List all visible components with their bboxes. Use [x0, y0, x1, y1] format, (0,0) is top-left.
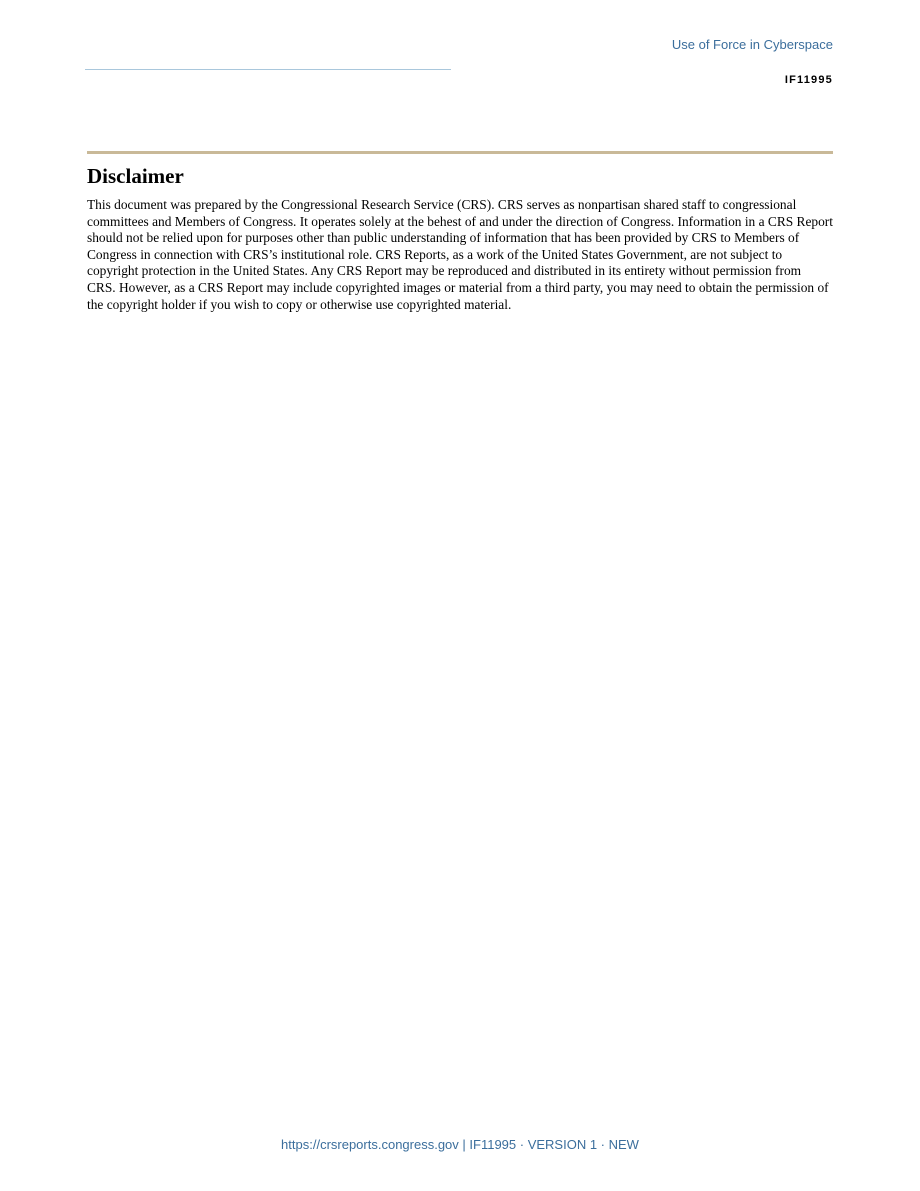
- footer-report-info: | IF11995 · VERSION 1 · NEW: [458, 1137, 639, 1152]
- footer-url-link[interactable]: https://crsreports.congress.gov: [281, 1137, 459, 1152]
- running-title: Use of Force in Cyberspace: [671, 37, 833, 52]
- report-number: IF11995: [784, 74, 833, 86]
- disclaimer-body: This document was prepared by the Congressional Research Service (CRS). CRS serves as nonpartisan shared staff to congressional committees and Members of Congress. It operates solely at the behest of and under the direction of Congress. Information in a CRS Report should not be relied upon for purposes other than public understanding of information that has been provided by CRS to Members of Congress in connection with CRS’s institutional role. CRS Reports, as a work of the United States Government, are not subject to copyright protection in the United States. Any CRS Report may be reproduced and distributed in its entirety without permission from CRS. However, as a CRS Report may include copyrighted images or material from a third party, you may need to obtain the permission of the copyright holder if you wish to copy or otherwise use copyrighted material.: [87, 197, 833, 312]
- disclaimer-heading: Disclaimer: [87, 164, 184, 188]
- page-footer: [0, 1137, 920, 1152]
- disclaimer-divider: [87, 151, 833, 154]
- header-divider: [85, 69, 451, 70]
